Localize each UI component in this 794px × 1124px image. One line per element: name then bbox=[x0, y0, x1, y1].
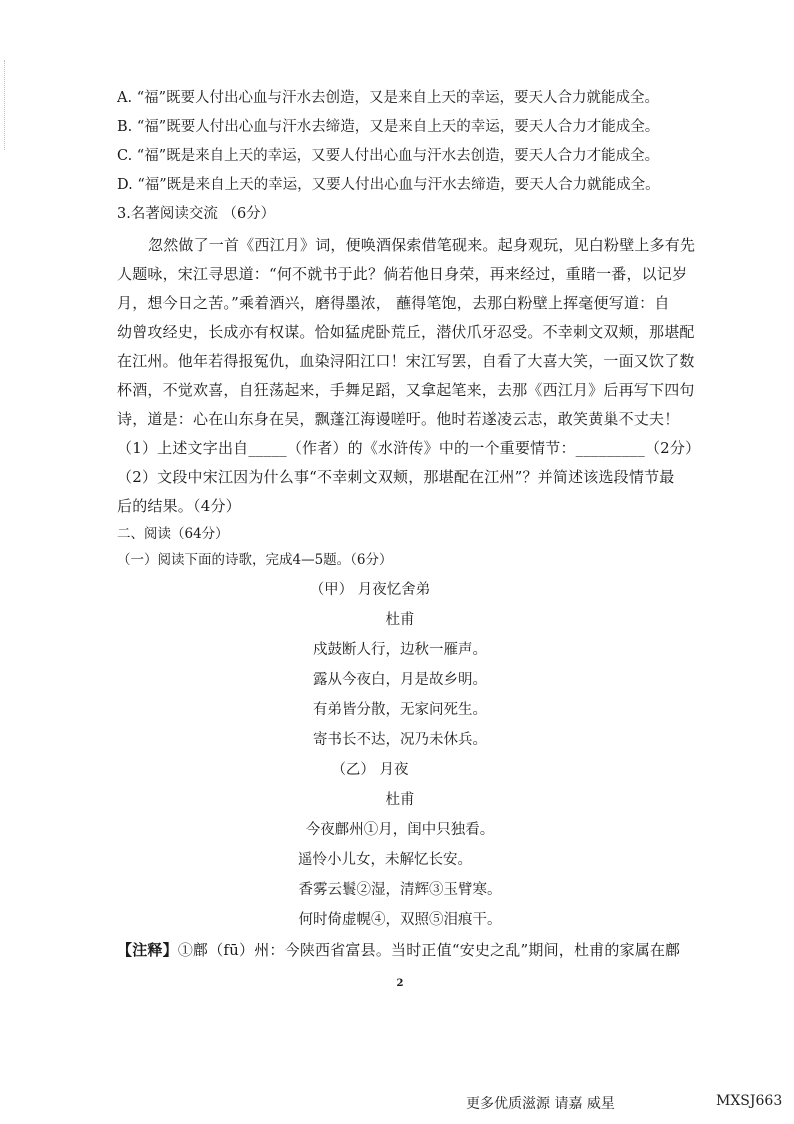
scan-margin-mark bbox=[4, 60, 8, 150]
option-d: D. “福”既是来自上天的幸运，又要人付出心血与汗水去缔造，要天人合力就能成全。 bbox=[117, 177, 660, 193]
poem-2-line: 今夜鄜州①月，闺中只独看。 bbox=[305, 822, 495, 838]
passage-line: 诗，道是：心在山东身在吴，飘蓬江海谩嗟吁。他时若遂凌云志，敢笑黄巢不丈夫！ bbox=[117, 410, 680, 428]
poem-2-line: 香雾云鬟②湿，清辉③玉臂寒。 bbox=[298, 882, 502, 898]
section-2-1-heading: （一）阅读下面的诗歌，完成4—5题。（6分） bbox=[117, 552, 393, 568]
question-3-title: 3.名著阅读交流 （6分） bbox=[117, 206, 276, 222]
option-a: A. “福”既要人付出心血与汗水去创造，又是来自上天的幸运，要天人合力就能成全。 bbox=[117, 90, 660, 106]
question-3-sub-2: （2）文段中宋江因为什么事“不幸刺文双颊，那堪配在江州”？并简述该选段情节最 bbox=[117, 468, 675, 486]
poem-1-line: 露从今夜白，月是故乡明。 bbox=[313, 672, 487, 688]
passage-line: 杯酒，不觉欢喜，自狂荡起来，手舞足蹈，又拿起笔来，去那《西江月》后再写下四句 bbox=[117, 381, 695, 399]
poem-1-title: （甲） 月夜忆舍弟 bbox=[309, 582, 431, 598]
footer-code: MXSJ663 bbox=[716, 1093, 783, 1109]
footer-promo: 更多优质滋源 请嘉 威星 bbox=[466, 1096, 615, 1112]
poem-2-author: 杜甫 bbox=[385, 792, 415, 808]
poem-1-author: 杜甫 bbox=[385, 612, 415, 628]
section-2-heading: 二、阅读（64分） bbox=[117, 526, 229, 542]
passage-line: 幼曾攻经史，长成亦有权谋。恰如猛虎卧荒丘，潜伏爪牙忍受。不幸刺文双颊，那堪配 bbox=[117, 323, 695, 341]
annotation-text: ①鄜（fū）州：今陕西省富县。当时正值“安史之乱”期间，杜甫的家属在鄜 bbox=[177, 941, 681, 959]
poem-2-line: 遥怜小儿女，未解忆长安。 bbox=[298, 852, 472, 868]
question-3-sub-2-cont: 后的结果。（4分） bbox=[117, 497, 241, 515]
poem-1-line: 有弟皆分散，无家问死生。 bbox=[313, 702, 487, 718]
poem-2-line: 何时倚虚幌④，双照⑤泪痕干。 bbox=[298, 912, 502, 928]
poem-1-line: 戍鼓断人行，边秋一雁声。 bbox=[313, 642, 487, 658]
question-3-sub-1: （1）上述文字出自_____（作者）的《水浒传》中的一个重要情节：_________（2分） bbox=[117, 439, 701, 457]
passage-line: 在江州。他年若得报冤仇，血染浔阳江口！宋江写罢，自看了大喜大笑，一面又饮了数 bbox=[117, 352, 695, 370]
option-c: C. “福”既是来自上天的幸运，又要人付出心血与汗水去创造，要天人合力才能成全。 bbox=[117, 148, 660, 164]
poem-1-line: 寄书长不达，况乃未休兵。 bbox=[313, 732, 487, 748]
poem-2-title: （乙） 月夜 bbox=[331, 762, 409, 778]
page-number: 2 bbox=[396, 978, 404, 989]
passage-line: 人题咏，宋江寻思道：“何不就书于此？倘若他日身荣，再来经过，重睹一番，以记岁 bbox=[117, 265, 688, 283]
passage-line: 月，想今日之苦。”乘着酒兴，磨得墨浓， 蘸得笔饱，去那白粉壁上挥毫便写道：自 bbox=[117, 294, 670, 312]
annotation bbox=[117, 940, 680, 960]
option-b: B. “福”既要人付出心血与汗水去缔造，又是来自上天的幸运，要天人合力才能成全。 bbox=[117, 119, 660, 135]
annotation-label: 【注释】 bbox=[117, 941, 178, 959]
passage-line: 忽然做了一首《西江月》词，便唤酒保索借笔砚来。起身观玩，见白粉壁上多有先 bbox=[148, 236, 696, 254]
